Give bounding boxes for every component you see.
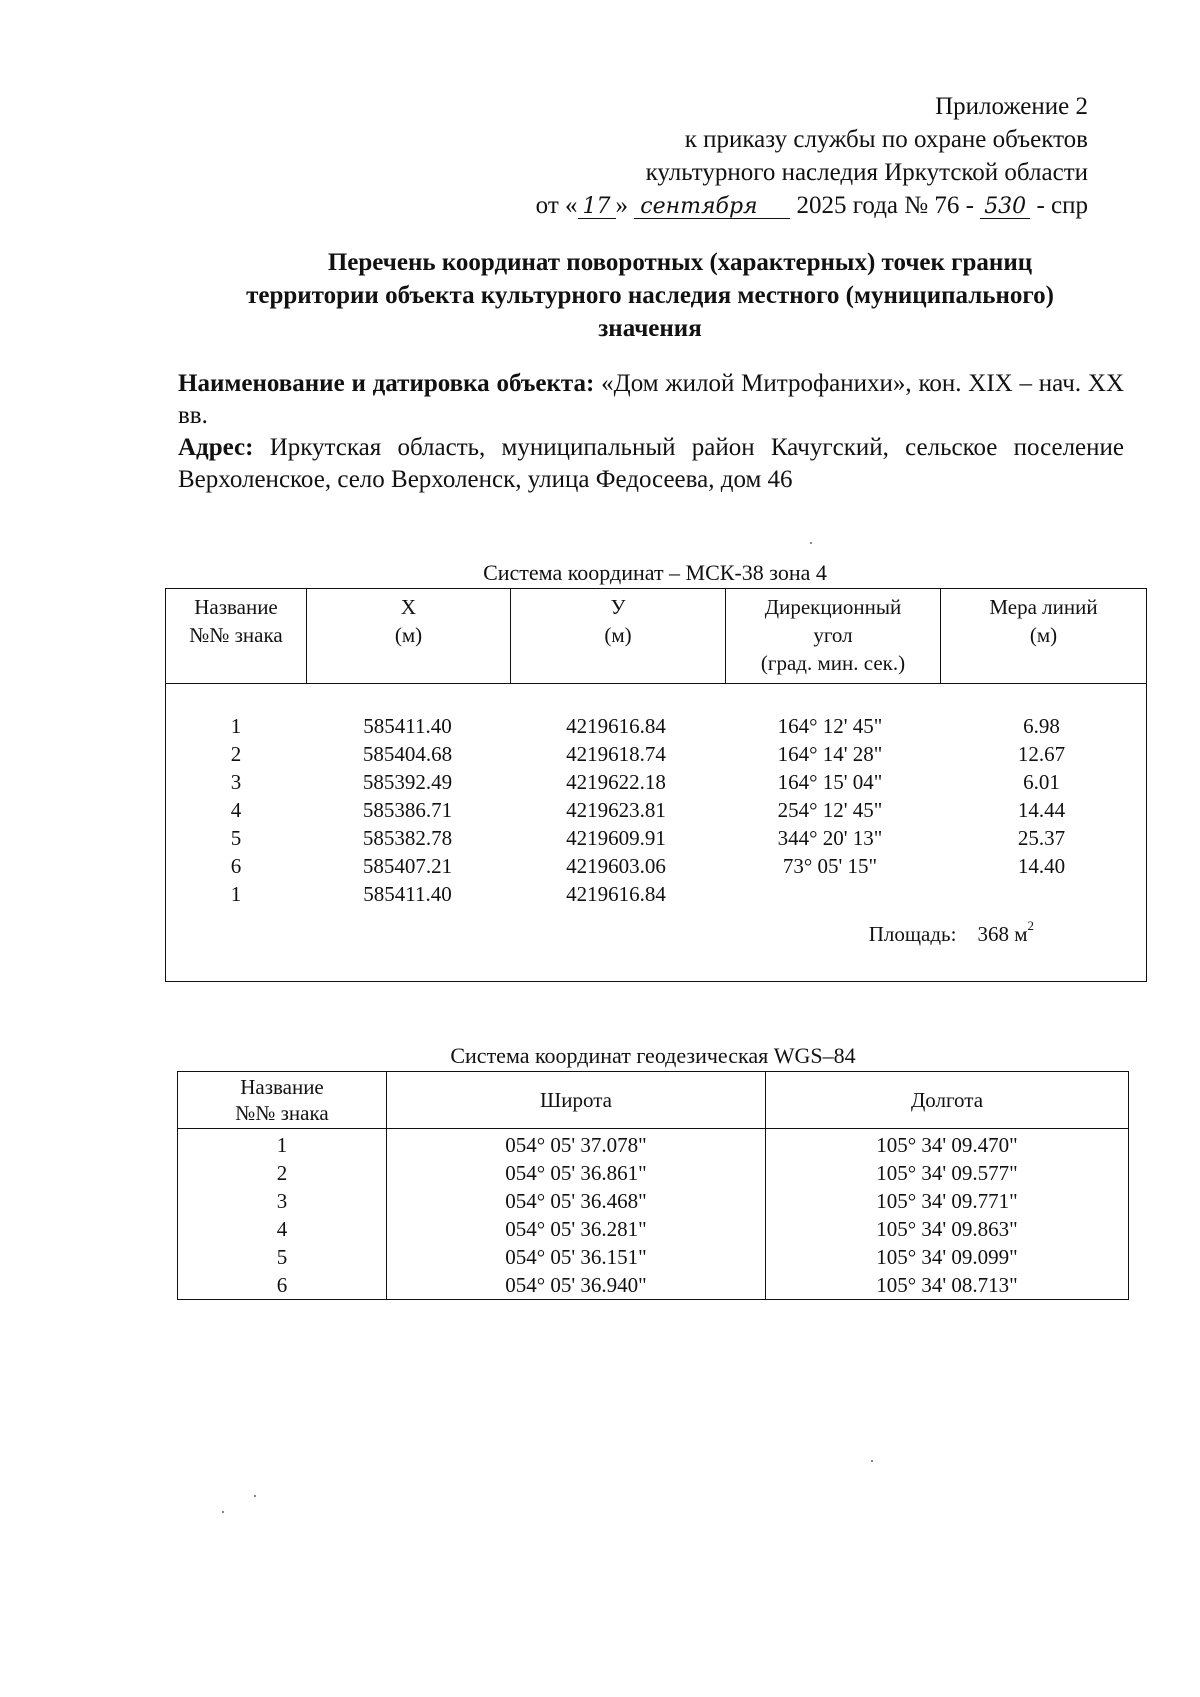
wgs-header-name: Название №№ знака xyxy=(178,1072,387,1129)
msk-cell-y: 4219616.84 xyxy=(566,882,666,906)
msk-header-angle: Дирекционный угол (град. мин. сек.) xyxy=(726,589,941,684)
area-exponent: 2 xyxy=(1027,918,1034,933)
msk-cell-n: 1 xyxy=(230,714,242,738)
appendix-line-2: к приказу службы по охране объектов xyxy=(684,126,1088,153)
wgs-cell-n: 3 xyxy=(178,1187,387,1215)
msk-cell-len: 14.40 xyxy=(1017,854,1066,878)
msk-cell-angle xyxy=(723,880,937,908)
wgs-table-row xyxy=(178,1187,1129,1215)
object-name-paragraph xyxy=(178,368,1124,432)
title-line-2: территории объекта культурного наследия местного (муниципального) xyxy=(246,282,1054,309)
msk-cell-x: 585407.21 xyxy=(362,854,453,878)
wgs-cell-n: 6 xyxy=(178,1271,387,1300)
msk-header-row xyxy=(166,589,1147,684)
msk-area xyxy=(166,918,1146,947)
msk-cell-len: 6.01 xyxy=(1023,770,1060,794)
msk-cell-angle: 344° 20' 13" xyxy=(777,826,883,850)
document-title xyxy=(170,246,1130,345)
handwritten-month: сентября xyxy=(634,196,790,219)
wgs-cell-n: 1 xyxy=(178,1129,387,1160)
msk-cell-angle: 254° 12' 45" xyxy=(777,798,883,822)
msk-cell-n: 1 xyxy=(230,882,242,906)
wgs-cell-lat: 054° 05' 37.078" xyxy=(387,1129,766,1160)
msk-cell-y: 4219622.18 xyxy=(566,770,666,794)
wgs-header-row xyxy=(178,1072,1129,1129)
msk-cell-angle: 164° 12' 45" xyxy=(777,714,883,738)
msk-header-y: У (м) xyxy=(511,589,726,684)
msk-table-caption: Система координат – МСК-38 зона 4 xyxy=(483,560,827,585)
wgs-table-row xyxy=(178,1159,1129,1187)
title-line-3: значения xyxy=(598,315,702,342)
order-date-prefix: от « xyxy=(535,192,578,219)
scan-speck xyxy=(810,542,812,544)
wgs-table-row xyxy=(178,1129,1129,1160)
msk-cell-len: 25.37 xyxy=(1017,826,1066,850)
msk-cell-x: 585404.68 xyxy=(362,742,453,766)
msk-header-length: Мера линий (м) xyxy=(941,589,1147,684)
msk-cell-x: 585411.40 xyxy=(363,882,452,906)
wgs-cell-lon: 105° 34' 09.577" xyxy=(766,1159,1129,1187)
msk-cell-n: 5 xyxy=(230,826,242,850)
object-name-value: «Дом жилой Митрофанихи», кон. XIX – нач. XX вв. xyxy=(178,370,1124,429)
object-address-value: Иркутская область, муниципальный район Качугский, сельское поселение Верхоленское, село Верхоленск, улица Федосеева, дом 46 xyxy=(178,434,1125,493)
wgs-cell-n: 4 xyxy=(178,1215,387,1243)
msk-cell-len xyxy=(937,880,1146,908)
msk-cell-x: 585382.78 xyxy=(362,826,453,850)
msk-cell-n: 2 xyxy=(230,742,242,766)
msk-cell-x: 585386.71 xyxy=(362,798,453,822)
msk-cell-n: 3 xyxy=(230,770,242,794)
object-address-paragraph xyxy=(178,432,1124,496)
msk-cell-x: 585392.49 xyxy=(362,770,453,794)
msk-cell-len: 14.44 xyxy=(1017,798,1066,822)
wgs-header-lon: Долгота xyxy=(766,1072,1129,1129)
object-address-label: Адрес: xyxy=(178,434,254,461)
wgs-cell-lon: 105° 34' 09.099" xyxy=(766,1243,1129,1271)
msk-cell-n: 6 xyxy=(230,854,242,878)
wgs-cell-n: 2 xyxy=(178,1159,387,1187)
msk-cell-angle: 164° 15' 04" xyxy=(777,770,883,794)
wgs-cell-lon: 105° 34' 09.470" xyxy=(766,1129,1129,1160)
order-suffix: - спр xyxy=(1036,192,1088,219)
msk-cell-y: 4219623.81 xyxy=(566,798,666,822)
msk-cell-len: 12.67 xyxy=(1017,742,1066,766)
msk-cell-y: 4219603.06 xyxy=(566,854,666,878)
wgs-table-caption: Система координат геодезическая WGS–84 xyxy=(450,1043,856,1068)
wgs-table-row xyxy=(178,1243,1129,1271)
msk-coordinates-table xyxy=(165,588,1147,982)
wgs-cell-lon: 105° 34' 09.863" xyxy=(766,1215,1129,1243)
msk-cell-y: 4219609.91 xyxy=(566,826,666,850)
wgs-coordinates-table xyxy=(177,1071,1129,1300)
wgs-cell-lat: 054° 05' 36.940" xyxy=(387,1271,766,1300)
msk-header-x: X (м) xyxy=(307,589,511,684)
msk-cell-len: 6.98 xyxy=(1023,714,1060,738)
wgs-cell-lat: 054° 05' 36.861" xyxy=(387,1159,766,1187)
handwritten-day: 17 xyxy=(578,196,616,219)
wgs-table-row xyxy=(178,1271,1129,1300)
area-label: Площадь: xyxy=(868,922,957,946)
appendix-header xyxy=(388,90,1088,222)
msk-cell-y: 4219616.84 xyxy=(566,714,666,738)
msk-header-name: Название №№ знака xyxy=(166,589,307,684)
scan-speck xyxy=(254,1495,256,1497)
object-name-label: Наименование и датировка объекта: xyxy=(178,370,595,397)
wgs-cell-lon: 105° 34' 08.713" xyxy=(766,1271,1129,1300)
wgs-cell-lat: 054° 05' 36.468" xyxy=(387,1187,766,1215)
appendix-line-3: культурного наследия Иркутской области xyxy=(645,159,1088,186)
msk-cell-x: 585411.40 xyxy=(363,714,452,738)
msk-cell-y: 4219618.74 xyxy=(566,742,666,766)
title-line-1: Перечень координат поворотных (характерных) точек границ xyxy=(327,249,1033,276)
order-date-quote: » xyxy=(615,192,629,219)
msk-cell-n: 4 xyxy=(230,798,242,822)
scan-speck xyxy=(871,1460,873,1462)
wgs-cell-lon: 105° 34' 09.771" xyxy=(766,1187,1129,1215)
order-year-number: 2025 года № 76 - xyxy=(796,192,974,219)
scan-speck xyxy=(222,1511,224,1513)
wgs-cell-lat: 054° 05' 36.151" xyxy=(387,1243,766,1271)
wgs-cell-n: 5 xyxy=(178,1243,387,1271)
msk-body-row xyxy=(166,684,1147,982)
msk-rows xyxy=(166,712,1146,908)
wgs-header-lat: Широта xyxy=(387,1072,766,1129)
order-date-line xyxy=(388,189,1088,222)
area-value: 368 м xyxy=(977,922,1028,946)
msk-cell-angle: 164° 14' 28" xyxy=(777,742,883,766)
msk-cell-angle: 73° 05' 15" xyxy=(782,854,878,878)
wgs-rows xyxy=(178,1129,1129,1300)
handwritten-order-number: 530 xyxy=(980,196,1030,219)
appendix-number: Приложение 2 xyxy=(935,93,1088,120)
wgs-table-row xyxy=(178,1215,1129,1243)
wgs-cell-lat: 054° 05' 36.281" xyxy=(387,1215,766,1243)
